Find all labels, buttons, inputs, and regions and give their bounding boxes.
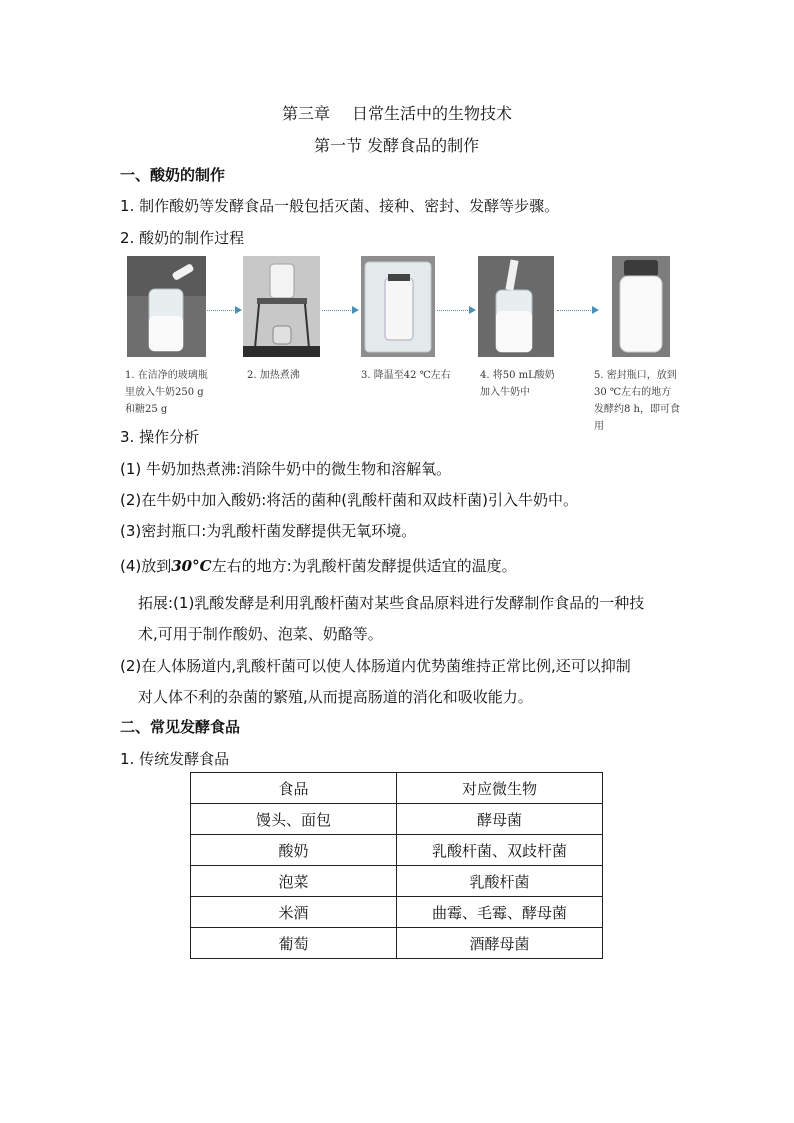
table-cell-microbe: 乳酸杆菌: [397, 866, 603, 897]
table-header-row: [191, 773, 603, 804]
analysis-1: (1) 牛奶加热煮沸:消除牛奶中的微生物和溶解氧。: [120, 460, 452, 478]
part1-item1: 1. 制作酸奶等发酵食品一般包括灭菌、接种、密封、发酵等步骤。: [120, 197, 560, 215]
step1-caption: 1. 在洁净的玻璃瓶里放入牛奶250 g和糖25 g: [125, 370, 208, 415]
table-header-cell: 食品: [191, 773, 397, 804]
step-arrow: [207, 310, 240, 311]
step5-caption: 5. 密封瓶口，放到30 ℃左右的地方发酵约8 h，即可食用: [594, 370, 680, 432]
step1-photo: [127, 256, 206, 357]
extension-1-line2: 术,可用于制作酸奶、泡菜、奶酪等。: [138, 625, 383, 643]
table-cell-food: 馒头、面包: [191, 804, 397, 835]
step-arrow: [322, 310, 357, 311]
step5-photo: [612, 256, 670, 357]
step-arrow: [437, 310, 474, 311]
table-row: [191, 897, 603, 928]
extension-2-line2: 对人体不利的杂菌的繁殖,从而提高肠道的消化和吸收能力。: [138, 688, 533, 706]
part2-item1: 1. 传统发酵食品: [120, 750, 230, 768]
step3-caption: 3. 降温至42 ℃左右: [361, 370, 451, 381]
table-row: [191, 835, 603, 866]
analysis-4-pre: (4)放到: [120, 557, 172, 575]
table-cell-microbe: 乳酸杆菌、双歧杆菌: [397, 835, 603, 866]
table-cell-microbe: 酒酵母菌: [397, 928, 603, 959]
analysis-4-temp: 30°C: [171, 557, 212, 575]
part1-heading: 一、酸奶的制作: [120, 166, 226, 184]
table-row: [191, 804, 603, 835]
section-title: 第一节 发酵食品的制作: [314, 136, 480, 155]
step-arrow: [557, 310, 597, 311]
analysis-4: [120, 555, 517, 576]
extension-1-line1: 拓展:(1)乳酸发酵是利用乳酸杆菌对某些食品原料进行发酵制作食品的一种技: [138, 594, 645, 612]
table-cell-food: 米酒: [191, 897, 397, 928]
chapter-title: 日常生活中的生物技术: [352, 104, 513, 123]
step4-photo: [478, 256, 554, 357]
table-cell-microbe: 酵母菌: [397, 804, 603, 835]
table-row: [191, 928, 603, 959]
step3-photo: [361, 256, 435, 357]
extension-2-line1: (2)在人体肠道内,乳酸杆菌可以使人体肠道内优势菌维持正常比例,还可以抑制: [120, 657, 631, 675]
analysis-3: (3)密封瓶口:为乳酸杆菌发酵提供无氧环境。: [120, 522, 417, 540]
table-cell-food: 酸奶: [191, 835, 397, 866]
chapter-label: 第三章: [282, 104, 331, 123]
table-row: [191, 866, 603, 897]
table-cell-food: 泡菜: [191, 866, 397, 897]
part2-heading: 二、常见发酵食品: [120, 718, 241, 736]
fermented-food-table: [190, 772, 603, 959]
table-cell-microbe: 曲霉、毛霉、酵母菌: [397, 897, 603, 928]
step4-caption: 4. 将50 mL酸奶加入牛奶中: [480, 370, 555, 398]
step2-caption: 2. 加热煮沸: [247, 370, 300, 381]
table-header-cell: 对应微生物: [397, 773, 603, 804]
step2-photo: [243, 256, 320, 357]
part1-item2: 2. 酸奶的制作过程: [120, 229, 245, 247]
analysis-2: (2)在牛奶中加入酸奶:将活的菌种(乳酸杆菌和双歧杆菌)引入牛奶中。: [120, 491, 579, 509]
table-cell-food: 葡萄: [191, 928, 397, 959]
part1-item3: 3. 操作分析: [120, 428, 200, 446]
analysis-4-post: 左右的地方:为乳酸杆菌发酵提供适宜的温度。: [211, 557, 517, 575]
